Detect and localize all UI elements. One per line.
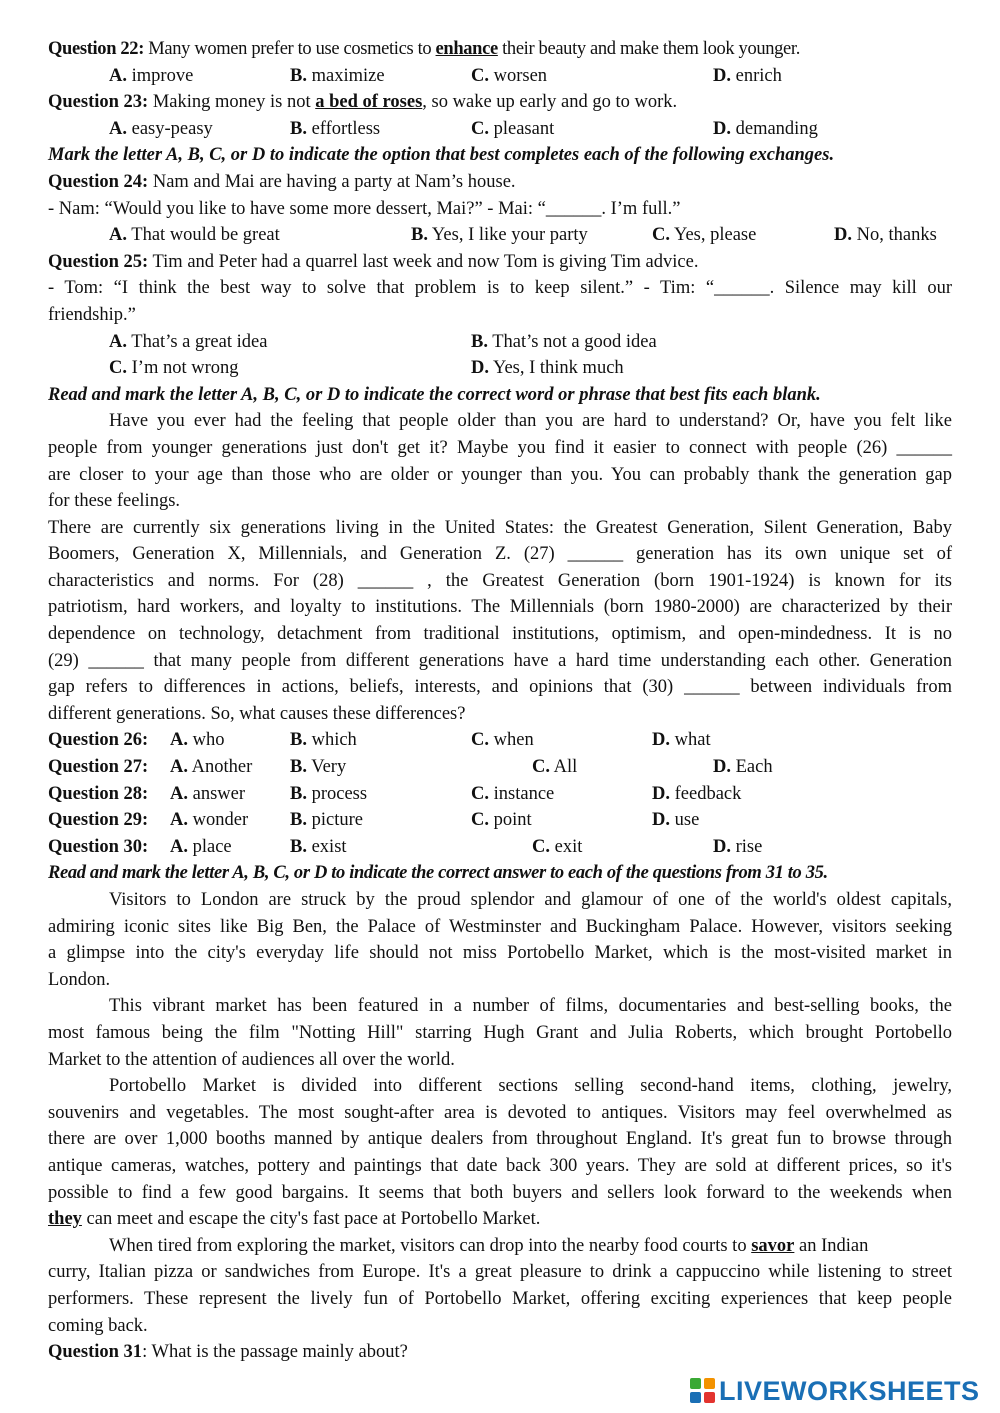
option-d[interactable]: D. feedback — [652, 783, 742, 804]
option-b[interactable]: B. That’s not a good idea — [471, 331, 657, 352]
option-d[interactable]: D. Each — [713, 757, 773, 778]
question-29: Question 29: A. wonder B. picture C. point D. use — [48, 807, 952, 834]
passage-line: characteristics and norms. For (28) ______ , the Greatest Generation (born 1901-1924) is known for its — [48, 570, 952, 591]
underlined-key-word: savor — [751, 1235, 795, 1256]
option-c[interactable]: C. instance — [471, 783, 555, 804]
option-b[interactable]: B. Very — [290, 757, 347, 778]
instruction-cloze: Read and mark the letter A, B, C, or D to indicate the correct word or phrase that best fits each blank. — [48, 384, 821, 405]
question-label: Question 23: — [48, 92, 149, 113]
option-b[interactable]: B. Yes, I like your party — [411, 225, 588, 246]
passage-line: a glimpse into the city's everyday life should not miss Portobello Market, which is the most-visited market in — [48, 943, 952, 964]
question-31: Question 31: What is the passage mainly about? — [48, 1342, 408, 1363]
passage-line: gap refers to differences in actions, beliefs, interests, and opinions that (30) ______ between individuals from — [48, 677, 952, 698]
question-25-options-ab — [48, 329, 952, 356]
question-22: Question 22: Many women prefer to use cosmetics to enhance their beauty and make them look younger. — [48, 39, 800, 59]
passage-line: Visitors to London are struck by the proud splendor and glamour of one of the world's oldest capitals, — [109, 890, 952, 910]
option-a[interactable]: A. place — [170, 836, 232, 857]
passage-line: patriotism, hard workers, and loyalty to institutions. The Millennials (born 1980-2000) are characterized by their — [48, 597, 952, 618]
option-a[interactable]: A. improve — [109, 65, 194, 86]
underlined-key-word: enhance — [435, 39, 498, 59]
passage-line: This vibrant market has been featured in a number of films, documentaries and best-selling books, the — [109, 996, 952, 1017]
reading-passage — [48, 887, 952, 1339]
question-label: Question 22: — [48, 39, 145, 59]
option-d[interactable]: D. rise — [713, 836, 763, 857]
option-c[interactable]: C. pleasant — [471, 118, 555, 139]
question-label: Question 24: — [48, 171, 149, 192]
passage-line: Have you ever had the feeling that people older than you are hard to understand? Or, have you felt like — [109, 411, 952, 432]
question-24-options — [48, 222, 952, 249]
passage-line: there are over 1,000 booths manned by antique dealers from throughout England. It's great fun to browse through — [48, 1129, 952, 1150]
question-28: Question 28: A. answer B. process C. instance D. feedback — [48, 781, 952, 808]
question-27: Question 27: A. Another B. Very C. All D. Each — [48, 754, 952, 781]
passage-line: coming back. — [48, 1315, 148, 1336]
option-d[interactable]: D. demanding — [713, 118, 818, 139]
instruction-exchanges: Mark the letter A, B, C, or D to indicate the option that best completes each of the following exchanges. — [48, 145, 835, 166]
passage-line: are closer to your age than those who are older or younger than you. You can probably thank the generation gap — [48, 464, 952, 485]
underlined-key-phrase: a bed of roses — [315, 92, 423, 113]
option-a[interactable]: A. That would be great — [109, 225, 280, 246]
option-d[interactable]: D. Yes, I think much — [471, 358, 624, 379]
option-d[interactable]: D. what — [652, 730, 711, 751]
liveworksheets-mark-icon — [690, 1378, 716, 1404]
question-22-options — [48, 63, 952, 90]
passage-line: Portobello Market is divided into different sections selling second-hand items, clothing, jewelry, — [109, 1076, 952, 1097]
option-c[interactable]: C. point — [471, 810, 532, 831]
option-a[interactable]: A. easy-peasy — [109, 118, 213, 139]
passage-line: Market to the attention of audiences all over the world. — [48, 1049, 455, 1070]
question-25-dialogue-cont: friendship.” — [48, 304, 136, 325]
question-26: Question 26: A. who B. which C. when D. what — [48, 727, 952, 754]
option-d[interactable]: D. No, thanks — [834, 225, 937, 246]
passage-line: curry, Italian pizza or sandwiches from Europe. It's a great pleasure to drink a cappuccino while listening to street — [48, 1262, 952, 1283]
passage-line: souvenirs and vegetables. The most sought-after area is devoted to antiques. Visitors may feel overwhelmed as — [48, 1102, 952, 1123]
question-30: Question 30: A. place B. exist C. exit D. rise — [48, 834, 952, 861]
option-d[interactable]: D. enrich — [713, 65, 782, 86]
watermark-text: LIVEWORKSHEETS — [719, 1375, 980, 1406]
option-b[interactable]: B. picture — [290, 810, 363, 831]
option-a[interactable]: A. wonder — [170, 810, 249, 831]
passage-line: performers. These represent the lively fun of Portobello Market, offering exciting experiences that keep people — [48, 1288, 952, 1309]
passage-line: for these feelings. — [48, 491, 181, 512]
worksheet-page — [48, 36, 952, 1366]
option-a[interactable]: A. That’s a great idea — [109, 331, 268, 352]
option-b[interactable]: B. maximize — [290, 65, 385, 86]
passage-line: possible to find a few good bargains. It seems that both buyers and sellers look forward to the weekends when — [48, 1182, 952, 1203]
option-b[interactable]: B. exist — [290, 836, 347, 857]
passage-line: different generations. So, what causes these differences? — [48, 703, 466, 724]
question-23-options — [48, 116, 952, 143]
passage-line: most famous being the film "Notting Hill" starring Hugh Grant and Julia Roberts, which brought Portobello — [48, 1022, 952, 1043]
option-b[interactable]: B. process — [290, 783, 368, 804]
option-c[interactable]: C. exit — [532, 836, 583, 857]
question-25-options-cd — [48, 355, 952, 382]
question-25-dialogue: - Tom: “I think the best way to solve that problem is to keep silent.” - Tim: “______. Silence may kill our — [48, 278, 952, 299]
option-c[interactable]: C. Yes, please — [652, 225, 757, 246]
option-a[interactable]: A. answer — [170, 783, 246, 804]
option-d[interactable]: D. use — [652, 810, 700, 831]
passage-line: admiring iconic sites like Big Ben, the Palace of Westminster and Buckingham Palace. However, visitors seeking — [48, 916, 952, 937]
option-b[interactable]: B. effortless — [290, 118, 381, 139]
passage-line: London. — [48, 969, 111, 990]
question-23: Question 23: Making money is not a bed of roses, so wake up early and go to work. — [48, 92, 678, 113]
underlined-key-word: they — [48, 1209, 82, 1230]
liveworksheets-logo — [690, 1376, 980, 1406]
passage-line: people from younger generations just don't get it? Maybe you find it easier to connect with people (26) ______ — [48, 437, 952, 458]
option-b[interactable]: B. which — [290, 730, 357, 751]
option-c[interactable]: C. when — [471, 730, 534, 751]
passage-line: they can meet and escape the city's fast pace at Portobello Market. — [48, 1209, 541, 1230]
question-label: Question 31 — [48, 1342, 143, 1363]
question-label: Question 25: — [48, 251, 149, 272]
question-24-dialogue: - Nam: “Would you like to have some more dessert, Mai?” - Mai: “______. I’m full.” — [48, 198, 681, 219]
option-c[interactable]: C. I’m not wrong — [109, 358, 239, 379]
option-a[interactable]: A. Another — [170, 757, 253, 778]
passage-line: (29) ______ that many people from different generations have a hard time understanding each other. Generation — [48, 650, 952, 671]
question-24: Question 24: Nam and Mai are having a party at Nam’s house. — [48, 171, 516, 192]
instruction-reading: Read and mark the letter A, B, C, or D to indicate the correct answer to each of the questions from 31 to 35. — [48, 863, 828, 884]
question-25: Question 25: Tim and Peter had a quarrel last week and now Tom is giving Tim advice. — [48, 251, 699, 272]
passage-line: When tired from exploring the market, visitors can drop into the nearby food courts to savor an Indian — [109, 1235, 869, 1256]
option-c[interactable]: C. worsen — [471, 65, 548, 86]
option-c[interactable]: C. All — [532, 757, 578, 778]
passage-line: antique cameras, watches, pottery and paintings that date back 300 years. They are sold at different prices, so it's — [48, 1155, 952, 1176]
passage-line: dependence on technology, detachment from traditional institutions, optimism, and open-mindedness. It is no — [48, 624, 952, 645]
cloze-passage — [48, 408, 952, 727]
passage-line: Boomers, Generation X, Millennials, and Generation Z. (27) ______ generation has its own unique set of — [48, 544, 952, 565]
passage-line: There are currently six generations living in the United States: the Greatest Generation, Silent Generation, Baby — [48, 517, 952, 538]
option-a[interactable]: A. who — [170, 730, 225, 751]
